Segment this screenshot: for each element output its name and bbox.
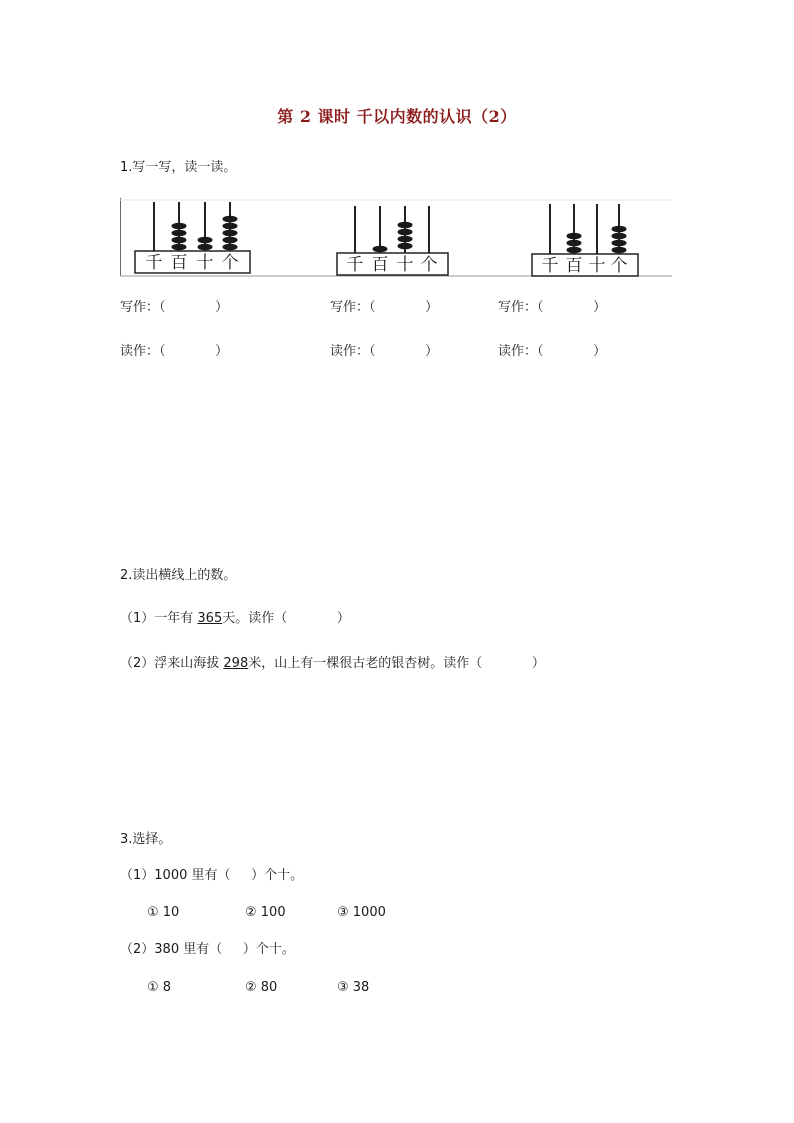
q2-item-1-prefix: （1）一年有 (120, 611, 198, 626)
q3-item-1-option-1[interactable]: ① 10 (147, 905, 180, 920)
q2-item-2 (120, 656, 545, 672)
q1-read-blank-1[interactable]: 读作：（ ） (120, 344, 229, 359)
q2-item-2-suffix[interactable]: 米，山上有一棵很古老的银杏树。读作（ ） (248, 656, 545, 671)
q3-item-1-option-2[interactable]: ② 100 (245, 905, 286, 920)
q3-item-2-question[interactable]: （2）380 里有（ ）个十。 (120, 942, 295, 957)
q2-item-1-suffix[interactable]: 天。读作（ ） (222, 611, 350, 626)
q2-item-1 (120, 611, 350, 627)
page-title: 第 2 课时 千以内数的认识（2） (277, 107, 517, 126)
q1-write-blank-1[interactable]: 写作：（ ） (120, 300, 229, 315)
abacus-2-label-ones: 个 (420, 255, 438, 275)
q1-write-blank-3[interactable]: 写作：（ ） (498, 300, 607, 315)
q3-item-2-option-2[interactable]: ② 80 (245, 980, 278, 995)
q3-item-1-option-3[interactable]: ③ 1000 (337, 905, 386, 920)
q3-item-1-question[interactable]: （1）1000 里有（ ）个十。 (120, 868, 304, 883)
abacus-3-hundreds-beads (567, 233, 582, 254)
q3-item-2-option-1[interactable]: ① 8 (147, 980, 172, 995)
q3-item-2-option-3[interactable]: ③ 38 (337, 980, 370, 995)
q2-item-1-number: 365 (197, 611, 223, 626)
q1-read-blank-2[interactable]: 读作：（ ） (330, 344, 439, 359)
abacus-3-label-ones: 个 (610, 256, 628, 276)
q3-heading: 3.选择。 (120, 832, 172, 847)
abacus-1-label-ones: 个 (221, 253, 239, 273)
abacus-2-hundreds-beads (373, 246, 388, 253)
abacus-3 (532, 204, 638, 276)
abacus-2 (337, 206, 448, 275)
abacus-3-label-tens: 十 (588, 256, 606, 276)
abacus-3-label-hundreds: 百 (565, 256, 583, 276)
abacus-1 (135, 202, 250, 273)
abacus-2-label-thousands: 千 (346, 255, 364, 275)
abacus-1-label-tens: 十 (196, 253, 214, 273)
abacus-1-label-thousands: 千 (145, 253, 163, 273)
abacus-3-label-thousands: 千 (541, 256, 559, 276)
abacus-2-label-hundreds: 百 (371, 255, 389, 275)
q2-item-2-number: 298 (223, 656, 249, 671)
abacus-1-label-hundreds: 百 (170, 253, 188, 273)
q2-heading: 2.读出横线上的数。 (120, 568, 237, 583)
q1-write-blank-2[interactable]: 写作：（ ） (330, 300, 439, 315)
q1-read-blank-3[interactable]: 读作：（ ） (498, 344, 607, 359)
abacus-2-label-tens: 十 (396, 255, 414, 275)
abacus-strip (120, 194, 672, 280)
q1-heading: 1.写一写，读一读。 (120, 160, 237, 175)
q2-item-2-prefix: （2）浮来山海拔 (120, 656, 224, 671)
